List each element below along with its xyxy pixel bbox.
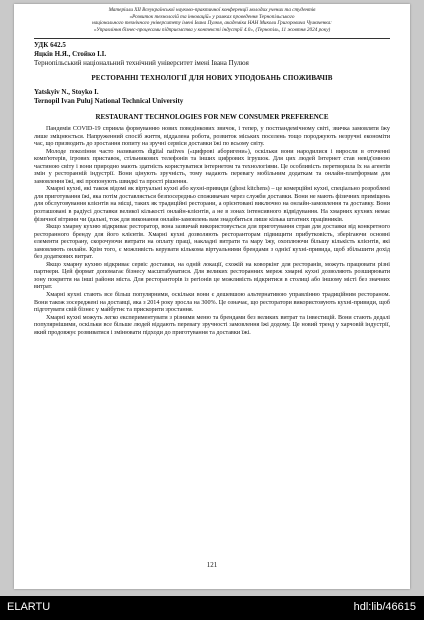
page-number: 121	[206, 561, 218, 569]
repository-name[interactable]: ELARTU	[7, 601, 51, 613]
body-paragraph: Якщо хмарну кухню відкриває сервіс доставки, на одній локації, схожій на коворкінг для ресторанів, можуть працювати різні партнери. Цей формат допомагає бізнесу масштабуватися. Для великих ресторанних мереж хмарні кухні дозволяють розширювати зону покриття на інші райони міста. Для ресторанторів із регіонів це можливість відкритися в столиці або іншому місті без значних витрат.	[34, 261, 390, 291]
institution-ukrainian: Тернопільський національний технічний університет імені Івана Пулюя	[34, 59, 249, 67]
body-paragraph: Хмарні кухні можуть легко експериментувати з різними меню та брендами без великих витрат та інвестицій. Вони стають дедалі популярнішими, оскільки все більше людей віддають перевагу зручності замовлення їжі додому. Це новий тренд у харчовій індустрії, який продовжує розвиватися і змінювати підходи до приготування та доставки їжі.	[34, 314, 390, 336]
handle-identifier[interactable]: hdl:lib/46615	[353, 601, 416, 613]
repository-footer-bar	[0, 596, 424, 620]
authors-ukrainian: Яцків Н.Я., Стойко І.І.	[34, 50, 107, 58]
header-divider	[34, 38, 390, 39]
body-paragraph: Хмарні кухні стають все більш популярними, оскільки вони є дешевшою альтернативою управлінню традиційним рестораном. Вони також зосереджені на доставці, яка з 2014 року зросла на 300%. Це означає, що ресторатори використовують кухні-привиди, щоб підготувати свій бізнес у майбутнє та прискорити зростання.	[34, 292, 390, 314]
authors-english: Yatskyiv N., Stoyko I.	[34, 88, 99, 96]
article-body	[34, 126, 390, 337]
header-line: «Розвиток технологій та інновацій» у рамках проведення Тернопільського	[129, 13, 295, 20]
body-paragraph: Пандемія COVID-19 сприяла формуванню нових поведінкових звичок, і тепер, у постпандемічному світі, звичка замовляти їжу лише зміцнюється. Напруженний спосіб життя, віддалена робота, розвиток міських поселень тощо породжують незручні економіти час, що призводить до зростання попиту на зручні сервіси доставки їжі по всьому світу.	[34, 126, 390, 148]
header-line: національного технічного університету імені Івана Пулюя, академіка НАН Миколи Григоровича Чумаченка:	[92, 20, 332, 27]
body-paragraph: Хмарні кухні, які також відомі як віртуальні кухні або кухні-привиди (ghost kitchens) – це комерційні кухні, спеціально розроблені для приготування їжі, яка потім доставляється безпосередньо споживачам через служби доставки. Вони не мають фізичних приміщень для обслуговування клієнтів на місці, таких як традиційні ресторани, а орієнтовані виключно на онлайн-замовлення та доставку. Вони розташовані в радіусі доставки великої кількості онлайн-клієнтів, а не в зонах інтенсивного відвідування. На хмарних кухнях немає фізичної вітрини чи їдальні, тож для виконання онлайн-замовлень вам знадобиться лише кілька штатних працівників.	[34, 186, 390, 223]
article-title-english: RESTAURANT TECHNOLOGIES FOR NEW CONSUMER PREFERENCE	[95, 113, 329, 121]
header-line: Матеріали XII Всеукраїнської науково-практичної конференції молодих учених та студентів	[108, 7, 316, 13]
institution-english: Ternopil Ivan Puluj National Technical University	[34, 97, 184, 105]
header-line: «Управління бізнес-процесами підприємства у контексті індустрії 4.0», (Тернопіль, 11 жовтня 2024 року)	[93, 26, 331, 33]
conference-header	[34, 7, 390, 33]
body-paragraph: Молоде покоління часто називають digital natives («цифрові аборигени»), оскільки вони народилися і виросли в оточенні комп'ютерів, ігрових приставок, стільникових телефонів та інших цифрових ігрушок. Для цих людей Інтернет став невід'ємною частиною світу і вони природно мають здатність користуватися інтернетом та технологіями. Це особливість перетворила їх на агентів змін у ресторанній індустрії. Вони цінують зручність, тому надають перевагу мобільним додаткам та онлайн-платформам для замовлення їжі, які пропонують швидкі та прості рішення.	[34, 148, 390, 185]
article-title-ukrainian: РЕСТОРАННІ ТЕХНОЛОГІЇ ДЛЯ НОВИХ УПОДОБАНЬ СПОЖИВАЧІВ	[91, 74, 333, 82]
udk-code: УДК 642.5	[34, 41, 66, 49]
body-paragraph: Якщо хмарну кухню відкриває ресторатор, вона зазвичай використовується для приготування страв для доставки від конкретного ресторанного бренду для його клієнтів. Хмарні кухні дозволяють ресторанторам підвищити прибутковість, зберігаючи основні елементи ресторану, скорочуючи витрати на оплату праці, накладні витрати та мару їжу, охоплюючи більшу кількість клієнтів, які замовляють онлайн. Крім того, є можливість керувати кількома віртуальними брендами з однієї кухні-привида, щоб збільшити дохід без додаткових витрат.	[34, 224, 390, 261]
document-page	[14, 4, 410, 589]
